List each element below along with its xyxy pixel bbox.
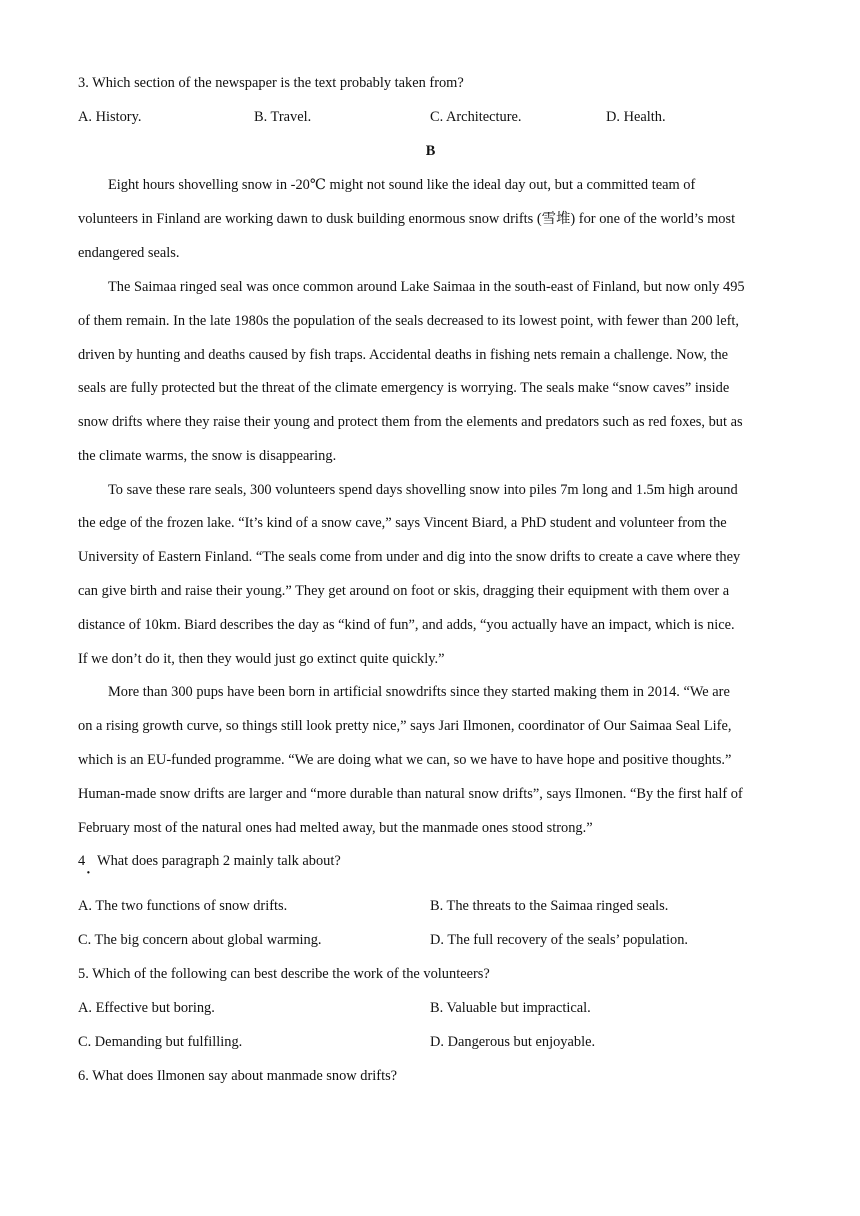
passage-p1-line: endangered seals. [78,245,180,261]
q5-option-c: C. Demanding but fulfilling. [78,1034,243,1050]
q4-option-a: A. The two functions of snow drifts. [78,898,288,914]
q3-option-c: C. Architecture. [430,109,522,125]
q4-dot: · [86,865,91,881]
passage-p4-line: which is an EU-funded programme. “We are doing what we can, so we have to have hope and positive thoughts.” [78,752,732,768]
passage-p3-line: University of Eastern Finland. “The seals come from under and dig into the snow drifts to create a cave where they [78,549,741,565]
passage-p2-line: of them remain. In the late 1980s the population of the seals decreased to its lowest point, with fewer than 200 left, [78,313,739,329]
passage-p4-line: Human-made snow drifts are larger and “more durable than natural snow drifts”, says Ilmonen. “By the first half of [78,786,743,802]
passage-p3-line: distance of 10km. Biard describes the day as “kind of fun”, and adds, “you actually have an impact, which is nice. [78,617,735,633]
passage-p2-line: snow drifts where they raise their young and protect them from the elements and predators such as red foxes, but as [78,414,743,430]
section-heading: B [425,143,436,159]
passage-p4-line: February most of the natural ones had melted away, but the manmade ones stood strong.” [78,820,593,836]
passage-p1-line: volunteers in Finland are working dawn to dusk building enormous snow drifts (雪堆) for one of the world’s most [78,211,736,227]
passage-p3-line: If we don’t do it, then they would just go extinct quite quickly.” [78,651,445,667]
q6-question: 6. What does Ilmonen say about manmade snow drifts? [78,1068,398,1084]
passage-p2-line: seals are fully protected but the threat of the climate emergency is worrying. The seals make “snow caves” inside [78,380,730,396]
passage-p1-line: Eight hours shovelling snow in -20℃ might not sound like the ideal day out, but a committed team of [108,177,696,193]
passage-p2-line: The Saimaa ringed seal was once common around Lake Saimaa in the south-east of Finland, but now only 495 [108,279,745,295]
passage-p4-line: on a rising growth curve, so things still look pretty nice,” says Jari Ilmonen, coordinator of Our Saimaa Seal Life, [78,718,732,734]
passage-p3-line: can give birth and raise their young.” They get around on foot or skis, dragging their equipment with them over a [78,583,730,599]
q4-question: What does paragraph 2 mainly talk about? [97,853,341,869]
q5-option-b: B. Valuable but impractical. [430,1000,591,1016]
q4-option-b: B. The threats to the Saimaa ringed seals. [430,898,669,914]
q3-option-d: D. Health. [606,109,666,125]
q4-option-c: C. The big concern about global warming. [78,932,322,948]
q4-number: 4 [78,853,86,869]
q3-option-b: B. Travel. [254,109,312,125]
q3-option-a: A. History. [78,109,142,125]
passage-p3-line: To save these rare seals, 300 volunteers spend days shovelling snow into piles 7m long and 1.5m high around [108,482,738,498]
passage-p2-line: driven by hunting and deaths caused by fish traps. Accidental deaths in fishing nets remain a challenge. Now, the [78,347,729,363]
q5-question: 5. Which of the following can best describe the work of the volunteers? [78,966,490,982]
q3-question: 3. Which section of the newspaper is the text probably taken from? [78,75,464,91]
passage-p2-line: the climate warms, the snow is disappearing. [78,448,337,464]
q5-option-d: D. Dangerous but enjoyable. [430,1034,596,1050]
q5-option-a: A. Effective but boring. [78,1000,215,1016]
passage-p4-line: More than 300 pups have been born in artificial snowdrifts since they started making them in 2014. “We are [108,684,730,700]
passage-p3-line: the edge of the frozen lake. “It’s kind of a snow cave,” says Vincent Biard, a PhD student and volunteer from the [78,515,727,531]
q4-option-d: D. The full recovery of the seals’ population. [430,932,689,948]
